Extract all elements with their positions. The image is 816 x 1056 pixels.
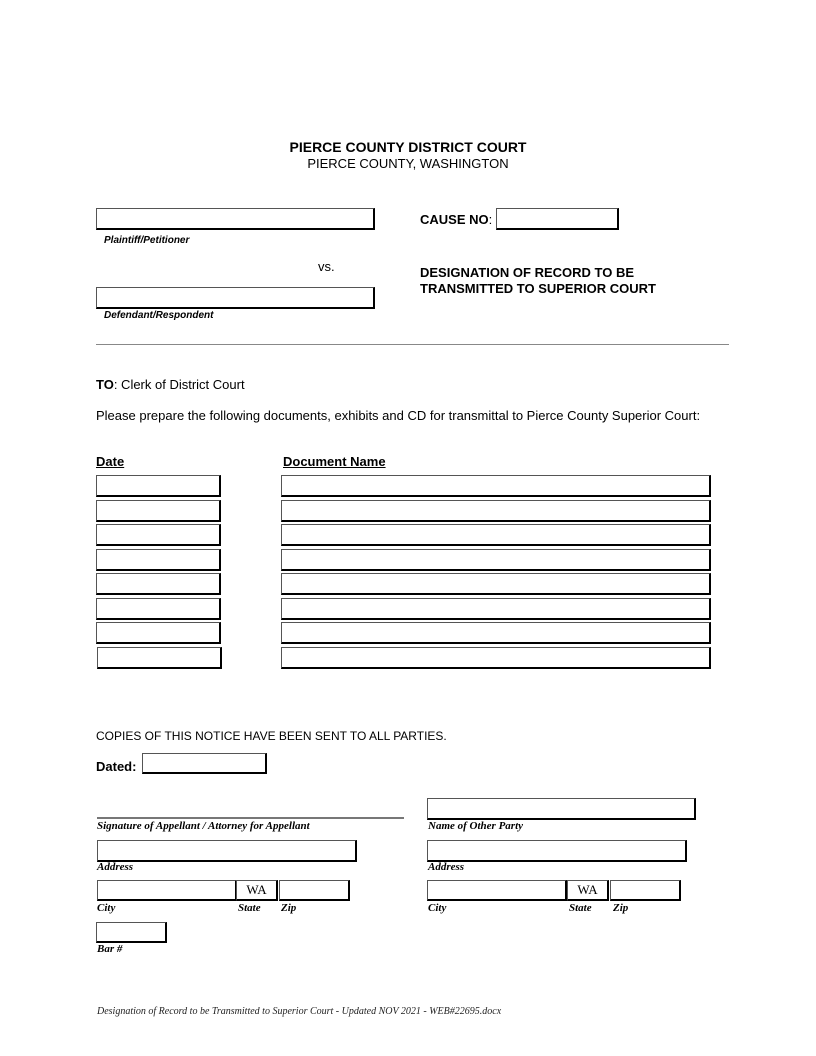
date-cell[interactable] xyxy=(96,622,221,644)
appellant-city-input[interactable] xyxy=(98,881,235,899)
document-cell[interactable] xyxy=(281,524,711,546)
document-cell[interactable] xyxy=(281,475,711,497)
to-line xyxy=(96,377,245,392)
other-party-zip-field[interactable] xyxy=(610,880,681,901)
footer-text: Designation of Record to be Transmitted to Superior Court - Updated NOV 2021 - WEB#22695.docx xyxy=(97,1006,502,1017)
cause-no-field[interactable] xyxy=(496,208,619,230)
signature-line[interactable] xyxy=(97,817,404,819)
document-cell[interactable] xyxy=(281,549,711,571)
document-column-header: Document Name xyxy=(283,454,386,469)
document-cell[interactable] xyxy=(281,598,711,620)
document-input[interactable] xyxy=(282,623,709,642)
bar-number-input[interactable] xyxy=(97,923,165,941)
date-input[interactable] xyxy=(97,550,219,569)
defendant-label: Defendant/Respondent xyxy=(104,310,214,321)
date-cell[interactable] xyxy=(96,549,221,571)
date-input[interactable] xyxy=(97,599,219,618)
defendant-input[interactable] xyxy=(97,288,373,307)
appellant-address-input[interactable] xyxy=(98,841,355,860)
appellant-zip-field[interactable] xyxy=(279,880,350,901)
date-cell[interactable] xyxy=(96,475,221,497)
plaintiff-field[interactable] xyxy=(96,208,375,230)
document-input[interactable] xyxy=(282,648,709,667)
document-input[interactable] xyxy=(282,525,709,544)
plaintiff-input[interactable] xyxy=(97,209,373,228)
bar-number-field[interactable] xyxy=(96,922,167,943)
date-cell[interactable] xyxy=(96,573,221,595)
other-party-city-field[interactable] xyxy=(427,880,567,901)
appellant-address-field[interactable] xyxy=(97,840,357,862)
cause-no-colon: : xyxy=(488,212,493,227)
date-input[interactable] xyxy=(97,623,219,642)
date-cell[interactable] xyxy=(96,500,221,522)
appellant-city-label: City xyxy=(97,902,116,914)
date-input[interactable] xyxy=(97,501,219,520)
cause-no-label xyxy=(420,212,492,227)
other-party-state-field[interactable] xyxy=(567,880,609,901)
document-title-line2: TRANSMITTED TO SUPERIOR COURT xyxy=(420,281,656,296)
bar-number-label: Bar # xyxy=(97,943,123,955)
document-cell[interactable] xyxy=(281,647,711,669)
to-text: : Clerk of District Court xyxy=(113,377,245,392)
date-input[interactable] xyxy=(97,525,219,544)
other-party-name-field[interactable] xyxy=(427,798,696,820)
date-cell[interactable] xyxy=(97,647,222,669)
court-title: PIERCE COUNTY DISTRICT COURT xyxy=(289,139,527,155)
signature-label: Signature of Appellant / Attorney for Appellant xyxy=(97,820,310,832)
document-input[interactable] xyxy=(282,550,709,569)
other-party-city-input[interactable] xyxy=(428,881,565,899)
other-party-name-label: Name of Other Party xyxy=(428,820,524,832)
document-cell[interactable] xyxy=(281,500,711,522)
date-input[interactable] xyxy=(97,476,219,495)
instruction-text: Please prepare the following documents, exhibits and CD for transmittal to Pierce County Superior Court: xyxy=(96,408,701,423)
appellant-state-label: State xyxy=(238,902,261,914)
caption-divider xyxy=(96,344,729,345)
court-subtitle: PIERCE COUNTY, WASHINGTON xyxy=(307,156,509,171)
appellant-state-field[interactable] xyxy=(236,880,278,901)
document-input[interactable] xyxy=(282,501,709,520)
document-cell[interactable] xyxy=(281,573,711,595)
plaintiff-label: Plaintiff/Petitioner xyxy=(104,235,190,246)
other-party-zip-label: Zip xyxy=(613,902,629,914)
other-party-name-input[interactable] xyxy=(428,799,694,818)
other-party-address-field[interactable] xyxy=(427,840,687,862)
appellant-zip-label: Zip xyxy=(281,902,297,914)
other-party-state-input[interactable] xyxy=(568,881,607,899)
other-party-address-input[interactable] xyxy=(428,841,685,860)
other-party-state-label: State xyxy=(569,902,592,914)
date-column-header: Date xyxy=(96,454,125,469)
cause-no-input[interactable] xyxy=(497,209,617,228)
document-input[interactable] xyxy=(282,599,709,618)
defendant-field[interactable] xyxy=(96,287,375,309)
document-input[interactable] xyxy=(282,476,709,495)
date-cell[interactable] xyxy=(96,598,221,620)
appellant-city-field[interactable] xyxy=(97,880,237,901)
other-party-zip-input[interactable] xyxy=(611,881,679,899)
appellant-address-label: Address xyxy=(97,861,134,873)
dated-label: Dated: xyxy=(96,759,137,774)
date-cell[interactable] xyxy=(96,524,221,546)
cause-no-label-text: CAUSE NO xyxy=(420,212,489,227)
vs-label: vs. xyxy=(318,259,335,274)
other-party-city-label: City xyxy=(428,902,447,914)
to-label: TO xyxy=(96,377,114,392)
appellant-zip-input[interactable] xyxy=(280,881,348,899)
document-input[interactable] xyxy=(282,574,709,593)
dated-field[interactable] xyxy=(142,753,267,774)
date-input[interactable] xyxy=(98,648,220,667)
document-cell[interactable] xyxy=(281,622,711,644)
appellant-state-input[interactable] xyxy=(237,881,276,899)
date-input[interactable] xyxy=(97,574,219,593)
document-title-line1: DESIGNATION OF RECORD TO BE xyxy=(420,265,635,280)
copies-notice: COPIES OF THIS NOTICE HAVE BEEN SENT TO ALL PARTIES. xyxy=(96,729,447,743)
dated-input[interactable] xyxy=(143,754,265,772)
other-party-address-label: Address xyxy=(428,861,465,873)
